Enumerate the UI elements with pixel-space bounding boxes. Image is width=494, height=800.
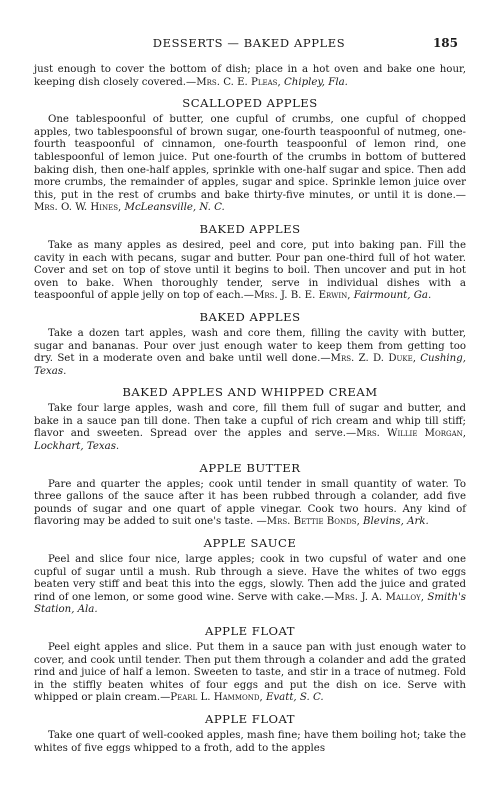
recipe-title: BAKED APPLES <box>199 309 301 324</box>
recipe-paragraph <box>34 403 466 453</box>
attribution-place: Chipley, Fla. <box>280 76 348 88</box>
page-body <box>34 64 466 755</box>
continued-paragraph <box>34 64 466 89</box>
attribution-place: Smith's Station, Ala. <box>34 591 466 616</box>
recipe-title: APPLE SAUCE <box>203 536 297 551</box>
attribution-place: Fairmount, Ga. <box>350 290 432 302</box>
recipe-text: Peel eight apples and slice. Put them in a sauce pan with just enough water to cover, and cook until tender. Then put them through a colander and add the grated rind and juice of half a lemon. Sweeten to taste, and stir in a trace of nutmeg. Fold in the stiffly beaten whites of four eggs and put the dish on ice. Serve with whipped or plain cream.— <box>34 642 466 704</box>
paragraph-text: just enough to cover the bottom of dish; place in a hot oven and bake one hour, keeping dish closely covered.— <box>34 64 466 88</box>
attribution-name: Mrs. Willie Morgan, <box>356 428 466 440</box>
running-title: DESSERTS — BAKED APPLES <box>152 36 346 50</box>
recipe-text: Take one quart of well-cooked apples, mash fine; have them boiling hot; take the whites of five eggs whipped to a froth, add to the apples <box>34 729 466 754</box>
page-number: 185 <box>432 36 458 50</box>
attribution-place: McLeansville, N. C. <box>121 202 225 214</box>
recipe-title: BAKED APPLES <box>199 221 301 236</box>
recipe-paragraph <box>34 479 466 529</box>
recipe-title: SCALLOPED APPLES <box>182 96 318 111</box>
attribution-place: Cushing, Texas. <box>34 353 466 377</box>
recipe-text: One tablespoonful of butter, one cupful of crumbs, one cupful of chopped apples, two tablespoonsful of brown sugar, one-fourth teaspoonful of nutmeg, one-fourth teaspoonful of cinnamon, one-fourth teaspoonful of lemon rind, one tablespoonful of lemon juice. Put one-fourth of the crumbs in bottom of buttered baking dish, then one-half apples, sprinkle with one-half sugar and spice. Then add more crumbs, the remainder of apples, sugar and spice. Sprinkle lemon juice over this, put in the rest of crumbs and bake thirty-five minutes, or until it is done.— <box>34 114 466 201</box>
attribution-name: Mrs. O. W. Hines, <box>34 202 122 214</box>
attribution-name: Mrs. J. A. Malloy, <box>334 591 424 603</box>
recipe-paragraph <box>34 114 466 215</box>
recipe-text: Take a dozen tart apples, wash and core them, filling the cavity with butter, sugar and bananas. Pour over just enough water to keep them from getting too dry. Set in a moderate oven and bake until well done.— <box>34 327 466 365</box>
recipe-paragraph <box>34 730 466 755</box>
recipe-title: BAKED APPLES AND WHIPPED CREAM <box>122 385 378 400</box>
attribution-name: Mrs. C. E. Pleas, <box>196 76 281 88</box>
attribution-place: Evatt, S. C. <box>262 692 324 704</box>
recipe-text: Take as many apples as desired, peel and core, put into baking pan. Fill the cavity in each with pecans, sugar and butter. Pour pan one-third full of hot water. Cover and set on top of stove until it begins to boil. Then uncover and put in hot oven to bake. When thoroughly tender, serve in individual dishes with a teaspoonful of apple jelly on top of each.— <box>34 239 466 302</box>
attribution-place: Lockhart, Texas. <box>34 441 120 453</box>
recipe-title: APPLE BUTTER <box>199 460 301 475</box>
running-head <box>40 36 458 52</box>
recipe-paragraph <box>34 328 466 378</box>
attribution-name: Pearl L. Hammond, <box>170 692 263 704</box>
recipe-paragraph <box>34 240 466 303</box>
recipe-paragraph <box>34 642 466 705</box>
recipe-paragraph <box>34 554 466 617</box>
recipe-title: APPLE FLOAT <box>204 624 296 638</box>
attribution-place: Blevins, Ark. <box>359 516 429 528</box>
recipe-text: Peel and slice four nice, large apples; cook in two cupsful of water and one cupful of sugar until a mush. Rub through a sieve. Have the whites of two eggs beaten very stiff and beat this into the eggs, slowly. Then add the juice and grated rind of one lemon, or some good wine. Serve with cake.— <box>34 554 466 603</box>
recipe-text: Take four large apples, wash and core, fill them full of sugar and butter, and bake in a sauce pan till done. Then take a cupful of rich cream and whip till stiff; flavor and sweeten. Spread over the apples and serve.— <box>34 403 466 440</box>
attribution-name: Mrs. Bettie Bonds, <box>266 516 360 528</box>
attribution-name: Mrs. J. B. E. Erwin, <box>253 290 351 302</box>
recipe-title: APPLE FLOAT <box>204 711 296 726</box>
recipe-text: Pare and quarter the apples; cook until tender in small quantity of water. To three gallons of the sauce after it has been rubbed through a colander, add five pounds of sugar and one quart of apple vinegar. Cook two hours. Any kind of flavoring may be added to suit one's taste. — <box>34 478 466 528</box>
attribution-name: Mrs. Z. D. Duke, <box>330 353 416 365</box>
